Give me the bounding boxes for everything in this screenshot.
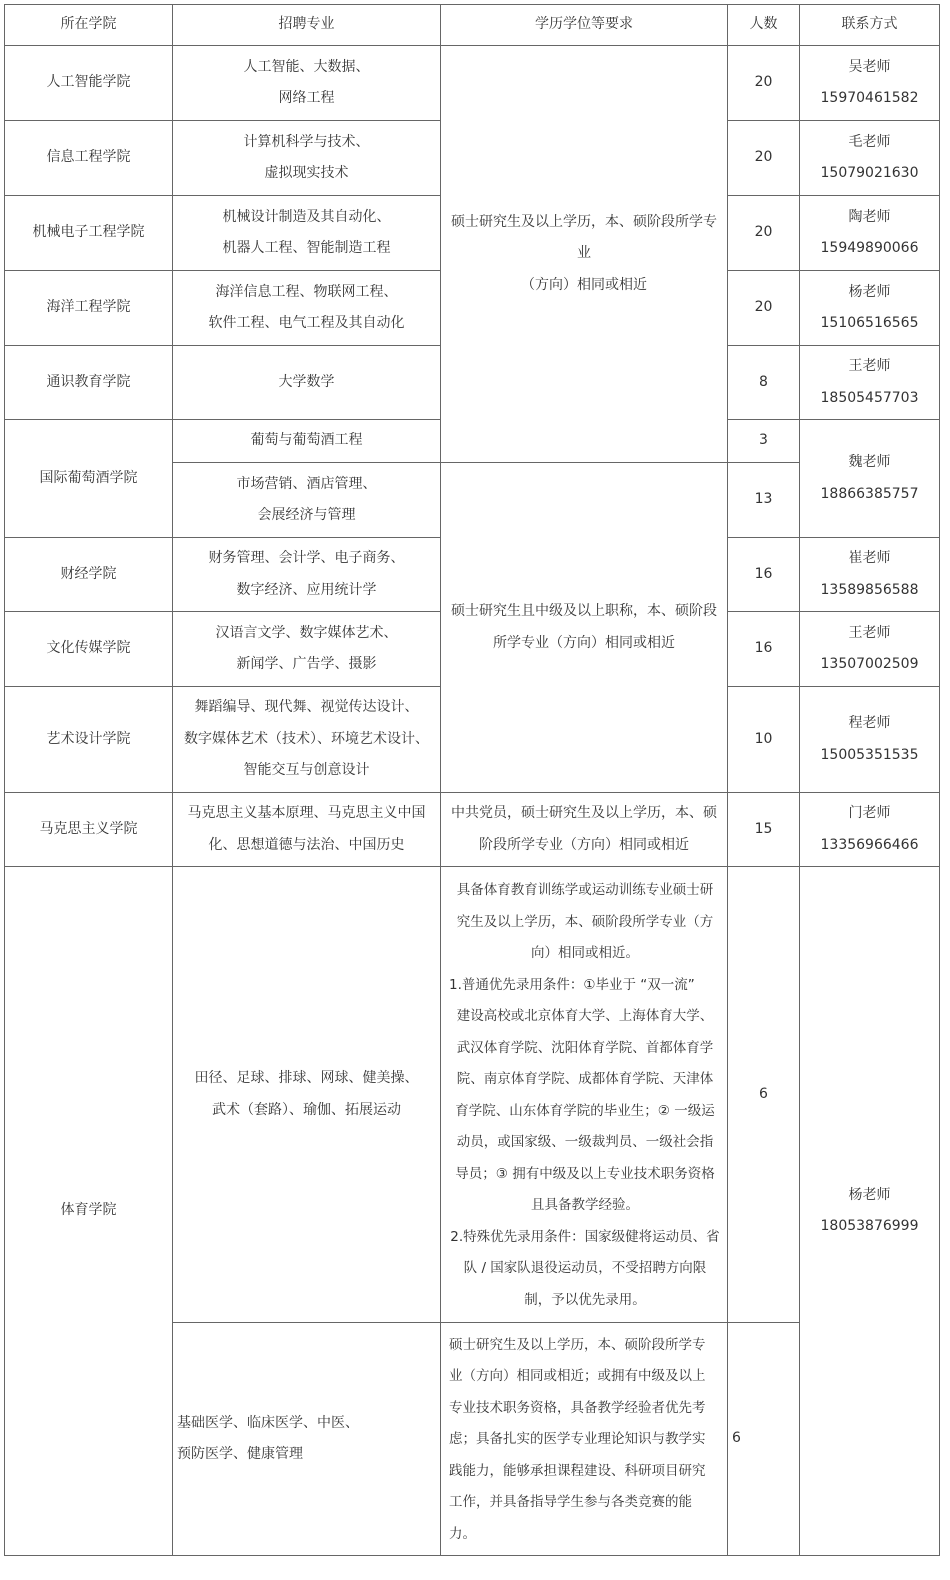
contact-phone: 18866385757	[820, 485, 919, 502]
major-line: 虚拟现实技术	[264, 165, 349, 181]
count-cell: 8	[728, 346, 800, 420]
contact-name: 门老师	[848, 805, 891, 821]
header-college: 所在学院	[5, 5, 173, 46]
contact-cell	[800, 538, 940, 612]
requirement-cell	[441, 463, 728, 793]
major-cell	[173, 196, 441, 271]
contact-cell	[800, 46, 940, 121]
major-line: 海洋信息工程、物联网工程、	[215, 283, 398, 300]
college-cell: 文化传媒学院	[5, 612, 173, 687]
contact-cell	[800, 612, 940, 687]
requirement-line: 院、南京体育学院、成都体育学院、天津体	[456, 1071, 714, 1087]
college-cell: 艺术设计学院	[5, 687, 173, 793]
major-line: 预防医学、健康管理	[177, 1446, 303, 1462]
count-cell: 20	[728, 121, 800, 196]
major-line: 汉语言文学、数字媒体艺术、	[215, 624, 398, 641]
contact-phone: 13356966466	[820, 836, 919, 853]
table-row	[5, 793, 940, 867]
college-cell: 海洋工程学院	[5, 271, 173, 346]
contact-name: 魏老师	[848, 454, 891, 470]
major-line: 网络工程	[278, 90, 335, 106]
requirement-line: 践能力，能够承担课程建设、科研项目研究	[449, 1462, 706, 1479]
major-cell	[173, 612, 441, 687]
major-cell	[173, 793, 441, 867]
requirement-line: 究生及以上学历，本、硕阶段所学专业（方	[456, 913, 714, 930]
contact-name: 吴老师	[848, 58, 891, 75]
college-cell: 财经学院	[5, 538, 173, 612]
requirement-line: 业（方向）相同或相近；或拥有中级及以上	[449, 1368, 706, 1385]
count-cell: 20	[728, 271, 800, 346]
major-line: 市场营销、酒店管理、	[236, 475, 377, 492]
contact-name: 毛老师	[848, 133, 891, 150]
requirement-line: 建设高校或北京体育大学、上海体育大学、	[456, 1008, 714, 1024]
contact-phone: 18505457703	[820, 389, 919, 406]
count-cell: 6	[728, 1323, 800, 1556]
college-cell: 马克思主义学院	[5, 793, 173, 867]
contact-cell	[800, 121, 940, 196]
contact-cell	[800, 346, 940, 420]
requirement-cell	[441, 793, 728, 867]
contact-name: 王老师	[848, 624, 891, 641]
count-cell: 16	[728, 612, 800, 687]
count-cell: 10	[728, 687, 800, 793]
requirement-line: 队 / 国家队退役运动员，不受招聘方向限	[463, 1260, 707, 1276]
contact-name: 程老师	[848, 715, 891, 731]
requirement-line: （方向）相同或相近	[521, 276, 647, 293]
major-line: 新闻学、广告学、摄影	[236, 656, 377, 672]
header-contact: 联系方式	[800, 5, 940, 46]
major-line: 舞蹈编导、现代舞、视觉传达设计、	[194, 699, 419, 716]
contact-name: 崔老师	[848, 550, 891, 566]
major-cell	[173, 1323, 441, 1556]
major-cell	[173, 271, 441, 346]
contact-cell	[800, 271, 940, 346]
contact-cell	[800, 196, 940, 271]
contact-cell	[800, 687, 940, 793]
count-cell: 20	[728, 46, 800, 121]
requirement-line: 中共党员，硕士研究生及以上学历，本、硕	[451, 805, 717, 821]
major-line: 马克思主义基本原理、马克思主义中国	[187, 805, 426, 821]
major-line: 化、思想道德与法治、中国历史	[208, 836, 405, 853]
major-line: 智能交互与创意设计	[243, 762, 370, 779]
major-cell	[173, 346, 441, 420]
contact-phone: 15079021630	[820, 165, 919, 181]
recruitment-table	[4, 4, 940, 1556]
requirement-line: 工作，并具备指导学生参与各类竞赛的能	[449, 1494, 692, 1511]
count-cell: 6	[728, 867, 800, 1323]
college-cell: 信息工程学院	[5, 121, 173, 196]
college-cell: 通识教育学院	[5, 346, 173, 420]
table-header-row	[5, 5, 940, 46]
contact-phone: 13507002509	[820, 656, 919, 672]
requirement-line: 力。	[449, 1525, 476, 1542]
contact-phone: 15106516565	[820, 315, 919, 331]
requirement-line: 动员，或国家级、一级裁判员、一级社会指	[456, 1134, 714, 1150]
contact-cell	[800, 420, 940, 538]
contact-name: 杨老师	[848, 1186, 891, 1203]
major-line: 数字经济、应用统计学	[236, 581, 377, 598]
major-line: 软件工程、电气工程及其自动化	[208, 315, 405, 331]
header-count: 人数	[728, 5, 800, 46]
contact-phone: 18053876999	[820, 1218, 919, 1234]
table-row	[5, 867, 940, 1323]
major-line: 机器人工程、智能制造工程	[222, 240, 391, 256]
requirement-line: 硕士研究生及以上学历，本、硕阶段所学专	[449, 1336, 706, 1353]
requirement-line: 阶段所学专业（方向）相同或相近	[479, 836, 689, 853]
requirement-line: 且具备教学经验。	[531, 1197, 639, 1213]
major-line: 葡萄与葡萄酒工程	[250, 432, 363, 449]
major-cell	[173, 46, 441, 121]
contact-name: 杨老师	[848, 283, 891, 300]
major-line: 计算机科学与技术、	[243, 133, 370, 150]
major-cell	[173, 538, 441, 612]
requirement-line: 专业技术职务资格，具备教学经验者优先考	[449, 1399, 706, 1416]
requirement-line: 武汉体育学院、沈阳体育学院、首都体育学	[456, 1039, 714, 1056]
requirement-line: 向）相同或相近。	[531, 945, 639, 961]
requirement-line: 1.普通优先录用条件：①毕业于 “双一流”	[449, 976, 695, 993]
requirement-line: 制，予以优先录用。	[524, 1291, 646, 1308]
major-line: 武术（套路）、瑜伽、拓展运动	[212, 1101, 401, 1118]
major-line: 数字媒体艺术（技术）、环境艺术设计、	[184, 730, 429, 747]
header-requirement: 学历学位等要求	[441, 5, 728, 46]
college-cell: 国际葡萄酒学院	[5, 420, 173, 538]
count-cell: 13	[728, 463, 800, 538]
major-line: 大学数学	[278, 373, 335, 390]
requirement-cell	[441, 867, 728, 1323]
requirement-line: 虑；具备扎实的医学专业理论知识与教学实	[449, 1431, 706, 1448]
table-row	[5, 46, 940, 121]
header-major: 招聘专业	[173, 5, 441, 46]
count-cell: 20	[728, 196, 800, 271]
contact-name: 王老师	[848, 358, 891, 374]
contact-cell	[800, 793, 940, 867]
college-cell: 机械电子工程学院	[5, 196, 173, 271]
count-cell: 3	[728, 420, 800, 463]
major-cell	[173, 420, 441, 463]
contact-phone: 15005351535	[820, 746, 919, 763]
requirement-line: 所学专业（方向）相同或相近	[493, 634, 675, 651]
contact-phone: 13589856588	[820, 581, 919, 598]
major-cell	[173, 121, 441, 196]
count-cell: 15	[728, 793, 800, 867]
major-line: 财务管理、会计学、电子商务、	[208, 550, 405, 566]
requirement-line: 硕士研究生且中级及以上职称，本、硕阶段	[451, 603, 717, 619]
count-cell: 16	[728, 538, 800, 612]
major-cell	[173, 867, 441, 1323]
requirement-line: 业	[577, 245, 591, 262]
contact-phone: 15970461582	[820, 90, 919, 106]
requirement-cell	[441, 46, 728, 463]
contact-phone: 15949890066	[820, 240, 919, 256]
major-line: 田径、足球、排球、网球、健美操、	[194, 1070, 419, 1086]
major-line: 基础医学、临床医学、中医、	[177, 1414, 359, 1431]
requirement-line: 2.特殊优先录用条件：国家级健将运动员、省	[450, 1228, 720, 1245]
major-cell	[173, 463, 441, 538]
requirement-line: 具备体育教育训练学或运动训练专业硕士研	[456, 882, 714, 898]
contact-name: 陶老师	[848, 208, 891, 225]
college-cell: 体育学院	[5, 867, 173, 1556]
major-line: 机械设计制造及其自动化、	[222, 208, 391, 225]
requirement-line: 硕士研究生及以上学历，本、硕阶段所学专	[451, 213, 717, 230]
major-line: 人工智能、大数据、	[243, 58, 370, 75]
major-cell	[173, 687, 441, 793]
college-cell: 人工智能学院	[5, 46, 173, 121]
requirement-line: 导员；③ 拥有中级及以上专业技术职务资格	[455, 1165, 715, 1182]
requirement-line: 育学院、山东体育学院的毕业生；② 一级运	[455, 1102, 715, 1119]
requirement-cell	[441, 1323, 728, 1556]
major-line: 会展经济与管理	[257, 507, 356, 523]
contact-cell	[800, 867, 940, 1556]
